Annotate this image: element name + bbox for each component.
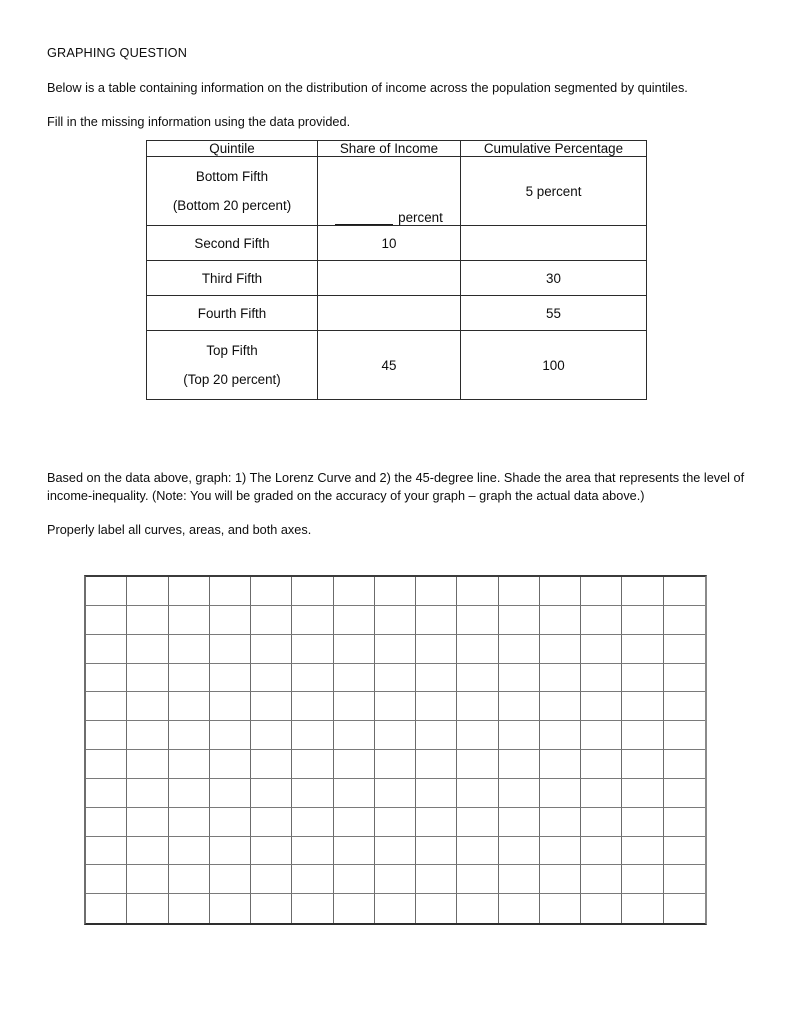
graph-grid-cell[interactable]	[581, 635, 622, 664]
graph-grid-cell[interactable]	[210, 779, 251, 808]
graph-grid-cell[interactable]	[540, 808, 581, 837]
graph-grid-cell[interactable]	[540, 692, 581, 721]
graph-grid-cell[interactable]	[581, 779, 622, 808]
graph-grid-cell[interactable]	[622, 779, 663, 808]
graph-grid-cell[interactable]	[664, 837, 705, 866]
graph-grid-cell[interactable]	[664, 808, 705, 837]
graph-grid-cell[interactable]	[375, 664, 416, 693]
graph-grid-cell[interactable]	[540, 779, 581, 808]
graph-grid-cell[interactable]	[334, 837, 375, 866]
column-header-cumulative-percentage: Cumulative Percentage	[461, 141, 647, 157]
graph-grid-cell[interactable]	[457, 808, 498, 837]
graph-grid-cell[interactable]	[210, 577, 251, 606]
graph-grid-cell[interactable]	[334, 692, 375, 721]
graph-grid-cell[interactable]	[664, 577, 705, 606]
page-title: GRAPHING QUESTION	[47, 46, 188, 60]
graph-grid-cell[interactable]	[292, 577, 333, 606]
graph-grid-cell[interactable]	[622, 577, 663, 606]
graph-grid-cell[interactable]	[292, 808, 333, 837]
graph-grid-cell[interactable]	[540, 606, 581, 635]
graph-grid-cell[interactable]	[292, 837, 333, 866]
graph-grid-cell[interactable]	[86, 635, 127, 664]
graph-grid-cell[interactable]	[169, 837, 210, 866]
graph-grid-cell[interactable]	[457, 692, 498, 721]
income-distribution-table-wrap	[146, 140, 647, 400]
graph-grid-cell[interactable]	[86, 721, 127, 750]
graph-grid-cell[interactable]	[540, 837, 581, 866]
graph-grid-cell[interactable]	[292, 750, 333, 779]
graph-grid-cell[interactable]	[210, 692, 251, 721]
graph-grid-cell[interactable]	[127, 779, 168, 808]
quintile-label-secondary: (Top 20 percent)	[183, 372, 281, 387]
graph-grid-cell[interactable]	[622, 865, 663, 894]
graph-grid-cell[interactable]	[251, 664, 292, 693]
table-row	[147, 157, 647, 226]
graph-grid-cell[interactable]	[416, 721, 457, 750]
graph-grid-cell[interactable]	[375, 779, 416, 808]
graph-grid-cell[interactable]	[251, 837, 292, 866]
graph-grid-cell[interactable]	[169, 721, 210, 750]
graph-grid-cell[interactable]	[664, 664, 705, 693]
cell-cumulative-percentage: 100	[461, 331, 647, 400]
graph-grid-cell[interactable]	[416, 606, 457, 635]
graph-grid-cell[interactable]	[416, 635, 457, 664]
cell-quintile: Second Fifth	[147, 226, 318, 261]
graph-grid-cell[interactable]	[169, 808, 210, 837]
graph-grid-cell[interactable]	[251, 779, 292, 808]
graph-grid-cell[interactable]	[169, 692, 210, 721]
graph-grid-cell[interactable]	[251, 692, 292, 721]
graph-grid-cell[interactable]	[622, 635, 663, 664]
graph-grid-cell[interactable]	[86, 865, 127, 894]
graph-grid-cell[interactable]	[581, 865, 622, 894]
graph-grid-cell[interactable]	[375, 750, 416, 779]
column-header-quintile: Quintile	[147, 141, 318, 157]
graph-grid-cell[interactable]	[334, 808, 375, 837]
graph-grid-cell[interactable]	[416, 779, 457, 808]
graph-grid-cell[interactable]	[127, 692, 168, 721]
graph-grid-cell[interactable]	[416, 808, 457, 837]
graph-grid-cell[interactable]	[334, 894, 375, 923]
graph-grid-cell[interactable]	[499, 894, 540, 923]
table-header-row	[147, 141, 647, 157]
graph-grid-cell[interactable]	[457, 837, 498, 866]
graph-grid-cell[interactable]	[457, 779, 498, 808]
graph-grid-cell[interactable]	[499, 664, 540, 693]
graph-grid-cell[interactable]	[251, 894, 292, 923]
graph-grid-cell[interactable]	[334, 750, 375, 779]
graph-grid-cell[interactable]	[664, 779, 705, 808]
graph-grid-cell[interactable]	[251, 865, 292, 894]
graph-grid-cell[interactable]	[499, 577, 540, 606]
graph-grid-cell[interactable]	[664, 635, 705, 664]
graph-grid-cell[interactable]	[622, 894, 663, 923]
cell-cumulative-percentage: 5 percent	[461, 157, 647, 226]
graph-grid-cell[interactable]	[581, 721, 622, 750]
quintile-label-secondary: (Bottom 20 percent)	[172, 198, 292, 213]
fill-in-blank[interactable]	[335, 213, 393, 225]
graph-grid-cell[interactable]	[86, 894, 127, 923]
graph-grid-cell[interactable]	[457, 894, 498, 923]
graph-grid-cell[interactable]	[416, 865, 457, 894]
graph-grid-cell[interactable]	[169, 750, 210, 779]
intro-paragraph-1: Below is a table containing information on the distribution of income across the population segmented by quintiles.	[47, 81, 688, 95]
cell-quintile: Third Fifth	[147, 261, 318, 296]
graph-grid-cell[interactable]	[457, 577, 498, 606]
graph-grid-cell[interactable]	[457, 865, 498, 894]
intro-text-block	[47, 44, 747, 131]
graph-grid-cell[interactable]	[334, 865, 375, 894]
graph-grid-cell[interactable]	[251, 808, 292, 837]
graph-grid-cell[interactable]	[292, 894, 333, 923]
graph-grid-cell[interactable]	[86, 837, 127, 866]
graph-grid-cell[interactable]	[416, 664, 457, 693]
graph-grid-cell[interactable]	[169, 779, 210, 808]
graph-grid-cell[interactable]	[127, 837, 168, 866]
graph-grid-cell[interactable]	[375, 865, 416, 894]
graph-grid-cell[interactable]	[375, 837, 416, 866]
graph-grid-cell[interactable]	[334, 606, 375, 635]
quintile-label-primary: Bottom Fifth	[195, 169, 269, 184]
graph-grid-cell[interactable]	[86, 808, 127, 837]
table-row	[147, 296, 647, 331]
instruction-paragraph-2: Properly label all curves, areas, and both axes.	[47, 523, 312, 537]
graph-grid-cell[interactable]	[210, 721, 251, 750]
graph-grid-cell[interactable]	[581, 808, 622, 837]
graph-grid-cell[interactable]	[499, 779, 540, 808]
instruction-text-block	[47, 469, 747, 539]
income-distribution-table	[146, 140, 647, 400]
graph-grid-cell[interactable]	[416, 577, 457, 606]
graph-grid-cell[interactable]	[210, 606, 251, 635]
graph-grid-cell[interactable]	[169, 664, 210, 693]
graph-grid-cell[interactable]	[292, 692, 333, 721]
graph-grid-cell[interactable]	[375, 606, 416, 635]
table-row	[147, 226, 647, 261]
blank-graph-grid[interactable]	[84, 575, 707, 925]
graph-grid-cell[interactable]	[581, 894, 622, 923]
graph-grid-cell[interactable]	[375, 692, 416, 721]
graph-grid-cell[interactable]	[210, 635, 251, 664]
graph-grid-cell[interactable]	[664, 721, 705, 750]
graph-grid-cell[interactable]	[375, 808, 416, 837]
graph-grid-cell[interactable]	[499, 750, 540, 779]
graph-grid-cell[interactable]	[540, 865, 581, 894]
graph-grid-cell[interactable]	[581, 692, 622, 721]
graph-grid-cell[interactable]	[581, 606, 622, 635]
graph-grid-cell[interactable]	[210, 750, 251, 779]
graph-grid-cell[interactable]	[540, 577, 581, 606]
graph-grid-cell[interactable]	[86, 664, 127, 693]
graph-grid-cell[interactable]	[210, 664, 251, 693]
table-row	[147, 261, 647, 296]
cell-quintile	[147, 331, 318, 400]
graph-grid-cell[interactable]	[251, 721, 292, 750]
graph-grid-cell[interactable]	[499, 692, 540, 721]
cell-share-of-income[interactable]: 10	[318, 226, 461, 261]
graph-grid-cell[interactable]	[169, 577, 210, 606]
graph-grid-cell[interactable]	[127, 808, 168, 837]
graph-grid-cell[interactable]	[169, 635, 210, 664]
graph-grid-cell[interactable]	[457, 635, 498, 664]
graph-grid-cell[interactable]	[540, 664, 581, 693]
graph-grid-cell[interactable]	[127, 750, 168, 779]
graph-grid-cell[interactable]	[127, 865, 168, 894]
graph-grid-cell[interactable]	[169, 865, 210, 894]
graph-grid-cell[interactable]	[334, 721, 375, 750]
graph-grid-cell[interactable]	[664, 606, 705, 635]
graph-grid-cell[interactable]	[127, 894, 168, 923]
graph-grid-cell[interactable]	[622, 837, 663, 866]
graph-grid-cell[interactable]	[334, 664, 375, 693]
graph-grid-cell[interactable]	[169, 894, 210, 923]
graph-grid-cell[interactable]	[251, 750, 292, 779]
graph-grid-cell[interactable]	[169, 606, 210, 635]
graph-grid-cell[interactable]	[499, 606, 540, 635]
graph-grid-cell[interactable]	[292, 865, 333, 894]
graph-grid-cell[interactable]	[499, 808, 540, 837]
graph-grid-cell[interactable]	[499, 635, 540, 664]
graph-grid-cell[interactable]	[664, 865, 705, 894]
graph-grid-cell[interactable]	[292, 635, 333, 664]
graph-grid-cell[interactable]	[457, 721, 498, 750]
graph-grid-cell[interactable]	[292, 664, 333, 693]
graph-grid-cell[interactable]	[127, 635, 168, 664]
graph-grid-cell[interactable]	[622, 750, 663, 779]
graph-grid-cell[interactable]	[334, 779, 375, 808]
graph-grid-cell[interactable]	[457, 606, 498, 635]
graph-grid-cell[interactable]	[416, 750, 457, 779]
graph-grid-cell[interactable]	[581, 577, 622, 606]
graph-grid-cell[interactable]	[86, 606, 127, 635]
graph-grid-cell[interactable]	[664, 692, 705, 721]
graph-grid-cell[interactable]	[86, 692, 127, 721]
graph-grid-cell[interactable]	[664, 894, 705, 923]
cell-share-of-income[interactable]	[318, 296, 461, 331]
cell-cumulative-percentage: 55	[461, 296, 647, 331]
cell-cumulative-percentage: 30	[461, 261, 647, 296]
graph-grid-cell[interactable]	[416, 692, 457, 721]
cell-share-of-income[interactable]	[318, 157, 461, 226]
graph-grid-cell[interactable]	[540, 750, 581, 779]
cell-share-of-income[interactable]	[318, 261, 461, 296]
graph-grid-cell[interactable]	[251, 635, 292, 664]
graph-grid-cell[interactable]	[375, 635, 416, 664]
graph-grid-cell[interactable]	[622, 606, 663, 635]
share-of-income-unit: percent	[398, 210, 443, 225]
graph-grid-cell[interactable]	[210, 837, 251, 866]
graph-grid-cell[interactable]	[210, 808, 251, 837]
cell-quintile	[147, 157, 318, 226]
graph-grid-cell[interactable]	[581, 664, 622, 693]
graph-grid-cell[interactable]	[127, 721, 168, 750]
graph-grid-cell[interactable]	[251, 606, 292, 635]
graph-grid-cell[interactable]	[292, 721, 333, 750]
graph-grid-cell[interactable]	[375, 894, 416, 923]
graph-grid-cell[interactable]	[499, 721, 540, 750]
graph-grid-cell[interactable]	[127, 606, 168, 635]
graph-grid-cell[interactable]	[251, 577, 292, 606]
table-row	[147, 331, 647, 400]
cell-cumulative-percentage[interactable]	[461, 226, 647, 261]
graph-grid-cell[interactable]	[86, 577, 127, 606]
graph-grid-cell[interactable]	[457, 750, 498, 779]
graph-grid-cell[interactable]	[540, 721, 581, 750]
graph-grid-cell[interactable]	[416, 837, 457, 866]
graph-grid-cell[interactable]	[499, 837, 540, 866]
graph-grid-cell[interactable]	[334, 635, 375, 664]
graph-grid-cell[interactable]	[86, 750, 127, 779]
graph-grid-cell[interactable]	[581, 837, 622, 866]
graph-grid-cell[interactable]	[86, 779, 127, 808]
column-header-share-of-income: Share of Income	[318, 141, 461, 157]
graph-grid-cell[interactable]	[622, 721, 663, 750]
graph-grid-cell[interactable]	[416, 894, 457, 923]
instruction-paragraph-1: Based on the data above, graph: 1) The Lorenz Curve and 2) the 45-degree line. Shade the area that represents the level of income-inequality. (Note: You will be graded on the accuracy of your graph – graph the actual data above.)	[47, 471, 745, 503]
graph-grid-cell[interactable]	[127, 577, 168, 606]
graph-grid-cell[interactable]	[127, 664, 168, 693]
graph-grid-cell[interactable]	[622, 664, 663, 693]
graph-grid-cell[interactable]	[334, 577, 375, 606]
intro-paragraph-2: Fill in the missing information using the data provided.	[47, 115, 351, 129]
graph-grid-cell[interactable]	[540, 635, 581, 664]
quintile-label-primary: Top Fifth	[206, 343, 258, 358]
graph-grid-cell[interactable]	[622, 692, 663, 721]
graph-grid-cell[interactable]	[210, 865, 251, 894]
graph-grid-cell[interactable]	[622, 808, 663, 837]
cell-quintile: Fourth Fifth	[147, 296, 318, 331]
cell-share-of-income: 45	[318, 331, 461, 400]
graph-grid-cell[interactable]	[457, 664, 498, 693]
graph-grid-cell[interactable]	[375, 721, 416, 750]
graph-grid-cell[interactable]	[292, 606, 333, 635]
graph-grid-cell[interactable]	[210, 894, 251, 923]
graph-grid-cell[interactable]	[664, 750, 705, 779]
graph-grid-cell[interactable]	[581, 750, 622, 779]
graph-grid-cell[interactable]	[499, 865, 540, 894]
graph-grid-cell[interactable]	[375, 577, 416, 606]
graph-grid-cell[interactable]	[540, 894, 581, 923]
graph-grid-cell[interactable]	[292, 779, 333, 808]
